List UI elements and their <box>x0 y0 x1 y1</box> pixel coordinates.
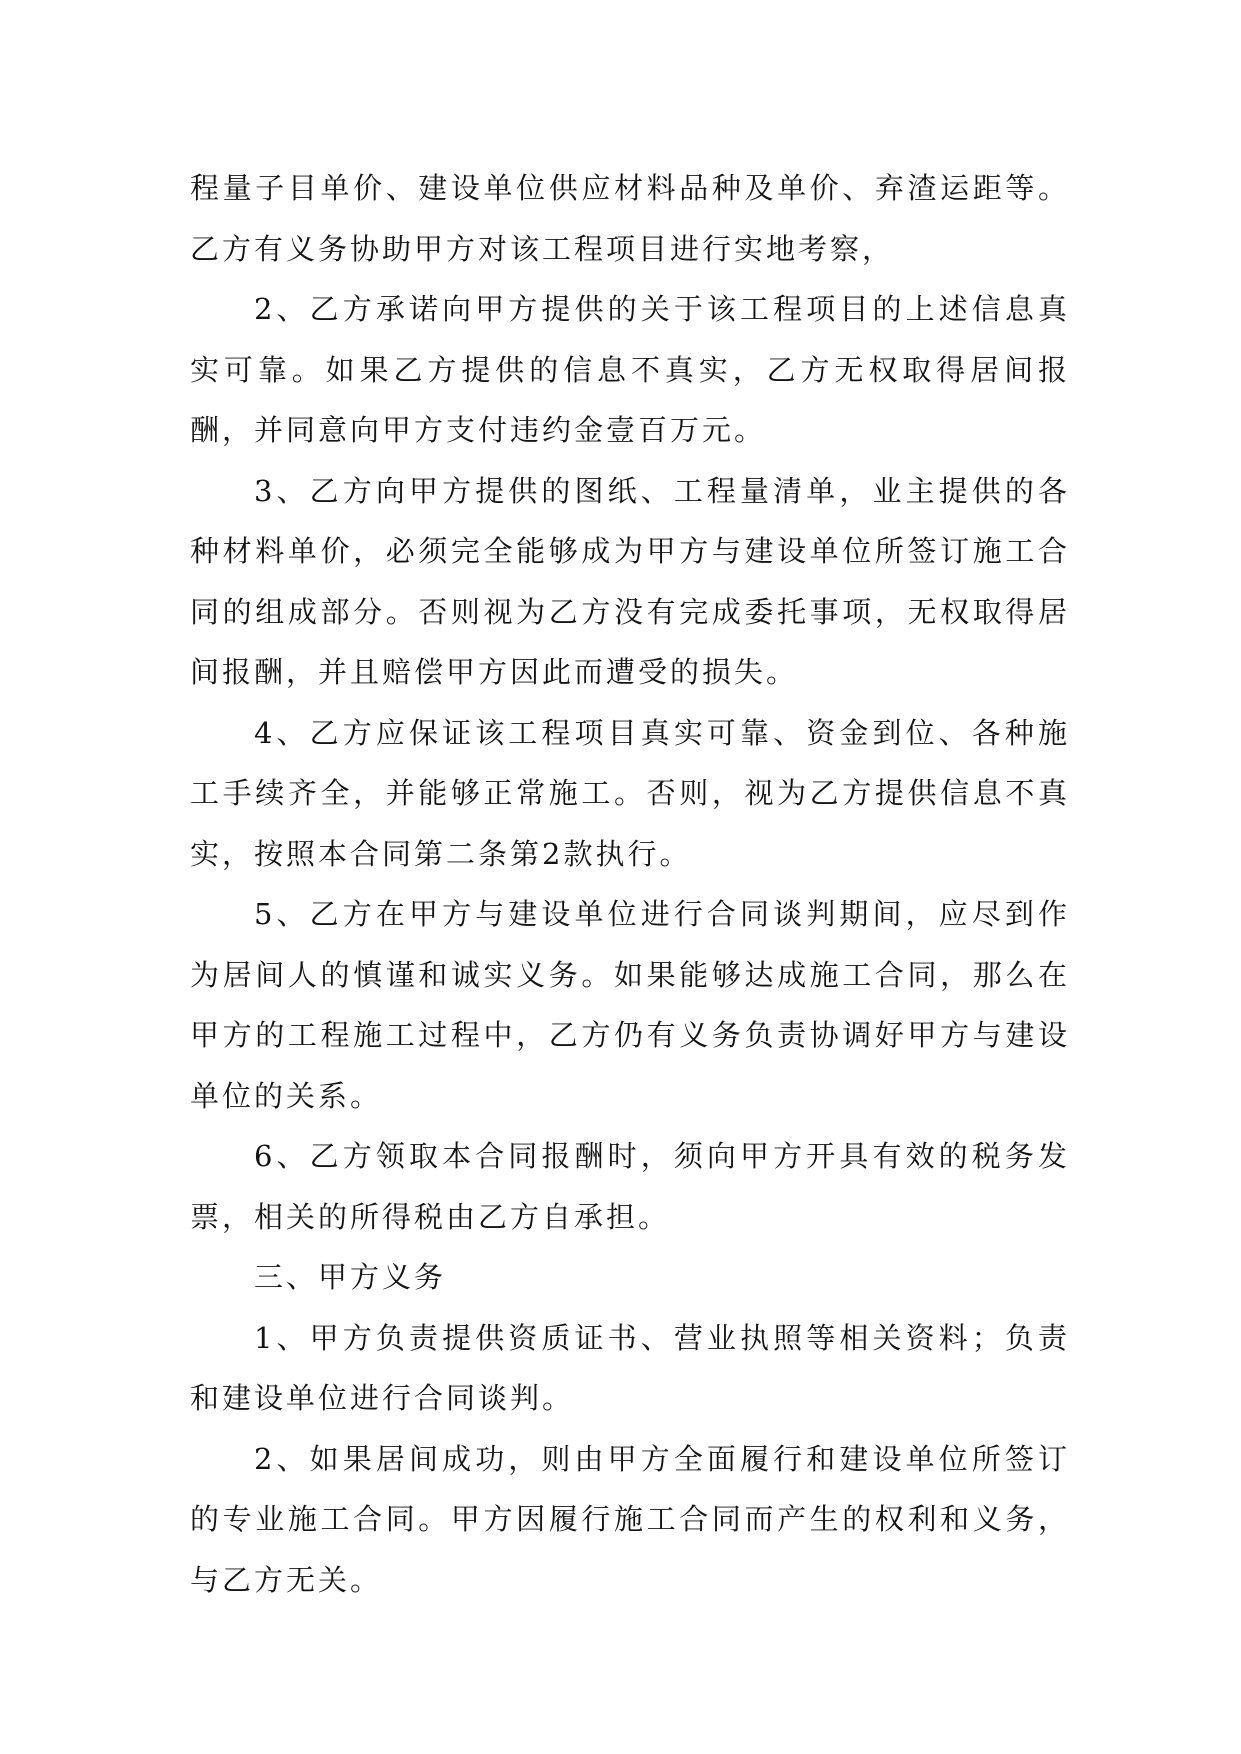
document-body <box>190 158 1070 1610</box>
paragraph-clause-3-2: 2、如果居间成功，则由甲方全面履行和建设单位所签订的专业施工合同。甲方因履行施工合同而产生的权利和义务，与乙方无关。 <box>190 1441 1070 1597</box>
paragraph-clause-3-1: 1、甲方负责提供资质证书、营业执照等相关资料；负责和建设单位进行合同谈判。 <box>190 1320 1070 1415</box>
paragraph-clause-2-2: 2、乙方承诺向甲方提供的关于该工程项目的上述信息真实可靠。如果乙方提供的信息不真实，乙方无权取得居间报酬，并同意向甲方支付违约金壹百万元。 <box>190 292 1070 447</box>
section-heading-party-a-obligations: 三、甲方义务 <box>254 1260 447 1294</box>
paragraph-continuation: 程量子目单价、建设单位供应材料品种及单价、弃渣运距等。乙方有义务协助甲方对该工程项目进行实地考察， <box>190 171 1070 266</box>
paragraph-clause-2-6: 6、乙方领取本合同报酬时，须向甲方开具有效的税务发票，相关的所得税由乙方自承担。 <box>190 1139 1070 1234</box>
paragraph-clause-2-5: 5、乙方在甲方与建设单位进行合同谈判期间，应尽到作为居间人的慎谨和诚实义务。如果能够达成施工合同，那么在甲方的工程施工过程中，乙方仍有义务负责协调好甲方与建设单位的关系。 <box>190 897 1070 1113</box>
paragraph-clause-2-3: 3、乙方向甲方提供的图纸、工程量清单，业主提供的各种材料单价，必须完全能够成为甲方与建设单位所签订施工合同的组成部分。否则视为乙方没有完成委托事项，无权取得居间报酬，并且赔偿甲方因此而遭受的损失。 <box>190 473 1070 689</box>
paragraph-clause-2-4: 4、乙方应保证该工程项目真实可靠、资金到位、各种施工手续齐全，并能够正常施工。否则，视为乙方提供信息不真实，按照本合同第二条第2款执行。 <box>190 715 1070 871</box>
